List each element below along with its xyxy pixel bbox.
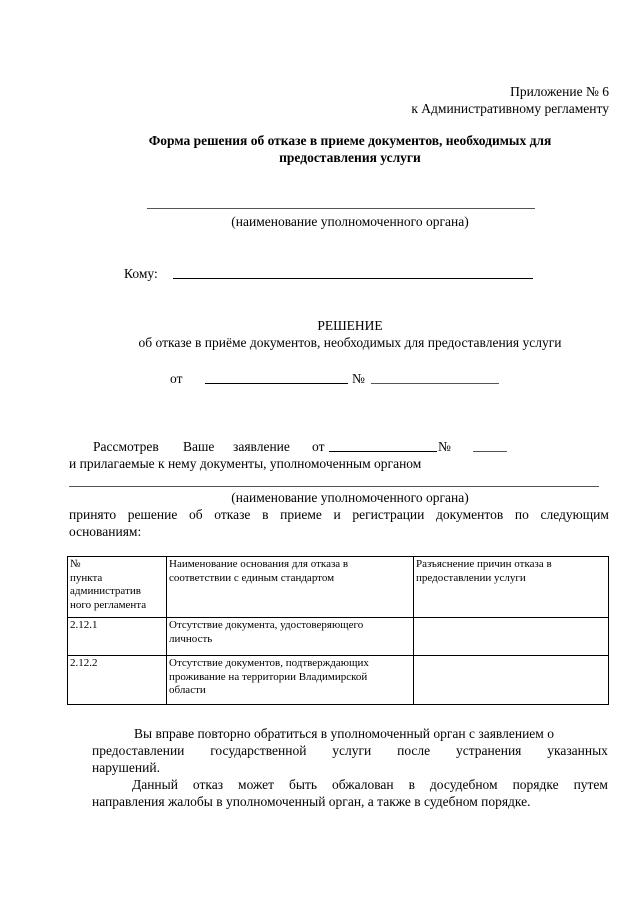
considered-word-3: заявление — [233, 439, 290, 454]
table-row — [68, 656, 609, 705]
recipient-field[interactable] — [173, 278, 533, 279]
decision-word: документов — [436, 507, 504, 522]
reason-line: Отсутствие документов, подтверждающих — [169, 657, 369, 669]
appendix-label: Приложение № 6 — [510, 84, 609, 99]
decision-word: решение — [127, 507, 178, 522]
footer-word: может — [238, 777, 275, 792]
row-reason — [167, 656, 414, 705]
footer-word: в — [408, 777, 415, 792]
decision-date-label: от — [170, 371, 183, 386]
decision-number-label: № — [352, 371, 365, 386]
header-line: ного регламента — [70, 598, 147, 611]
header-cell-ground — [167, 557, 414, 618]
decision-word: об — [189, 507, 203, 522]
authority-name-field-2[interactable] — [69, 486, 599, 487]
table-row — [68, 618, 609, 656]
footer-word: государственной — [210, 743, 307, 758]
footer-p1-line1: Вы вправе повторно обратиться в уполномоченный орган с заявлением о — [134, 726, 554, 741]
footer-word: указанных — [547, 743, 608, 758]
table-header-row — [68, 557, 609, 618]
header-line: административ — [70, 585, 141, 597]
row-code: 2.12.2 — [68, 656, 167, 705]
form-title-line2: предоставления услуги — [279, 150, 421, 165]
application-number-label: № — [438, 439, 451, 454]
header-line: соответствии с единым стандартом — [169, 571, 335, 584]
decision-word: и — [333, 507, 341, 522]
footer-word: отказ — [192, 777, 224, 792]
header-line: Наименование основания для отказа в — [169, 558, 349, 570]
footer-word: Данный — [132, 777, 178, 792]
footer-word: порядке — [512, 777, 559, 792]
footer-word: досудебном — [429, 777, 498, 792]
footer-p2-line1 — [132, 776, 608, 793]
footer-p1-line3: нарушений. — [92, 760, 160, 775]
row-explanation[interactable] — [414, 618, 609, 656]
regulation-label: к Административному регламенту — [411, 101, 609, 116]
footer-word: после — [397, 743, 431, 758]
footer-word: услуги — [332, 743, 372, 758]
footer-word: предоставлении — [92, 743, 185, 758]
decision-word: принято — [69, 507, 117, 522]
decision-title: РЕШЕНИЕ — [317, 318, 383, 333]
footer-p1-line2 — [92, 742, 608, 759]
row-reason — [167, 618, 414, 656]
decision-word: в — [262, 507, 269, 522]
authority-caption-2: (наименование уполномоченного органа) — [231, 490, 469, 505]
to-label: Кому: — [124, 266, 158, 281]
header-cell-clause — [68, 557, 167, 618]
considered-word-1: Рассмотрев — [93, 439, 159, 454]
footer-word: устранения — [455, 743, 522, 758]
footer-word: быть — [289, 777, 318, 792]
decision-subtitle: об отказе в приёме документов, необходимых для предоставления услуги — [138, 335, 562, 350]
decision-word: отказе — [214, 507, 251, 522]
decision-word: приеме — [280, 507, 322, 522]
considered-word-2: Ваше — [183, 439, 215, 454]
decision-text-line1 — [69, 506, 609, 523]
decision-word: по — [514, 507, 529, 522]
attached-documents-text: и прилагаемые к нему документы, уполномоченным органом — [69, 456, 422, 471]
authority-name-field[interactable] — [147, 208, 535, 209]
decision-word: следующим — [540, 507, 609, 522]
authority-caption: (наименование уполномоченного органа) — [231, 214, 469, 229]
considered-word-4: от — [312, 439, 325, 454]
decision-date-field[interactable] — [205, 383, 348, 384]
header-line: пункта — [70, 571, 103, 584]
footer-word: путем — [573, 777, 608, 792]
form-title-line1: Форма решения об отказе в приеме документов, необходимых для — [148, 133, 552, 148]
application-number-field[interactable] — [473, 451, 507, 452]
footer-p2-line2: направления жалобы в уполномоченный орган, а также в судебном порядке. — [92, 794, 531, 809]
reason-line: личность — [169, 632, 213, 645]
decision-word: регистрации — [352, 507, 425, 522]
reason-line: проживание на территории Владимирской — [169, 670, 368, 683]
header-line: Разъяснение причин отказа в — [416, 558, 552, 570]
reason-line: Отсутствие документа, удостоверяющего — [169, 619, 364, 631]
refusal-grounds-table — [67, 556, 609, 705]
decision-text-line2: основаниям: — [69, 524, 142, 539]
header-cell-explanation — [414, 557, 609, 618]
row-explanation[interactable] — [414, 656, 609, 705]
header-line: № — [70, 558, 81, 570]
application-date-field[interactable] — [329, 451, 437, 452]
footer-word: обжалован — [331, 777, 394, 792]
reason-line: области — [169, 684, 206, 696]
decision-number-field[interactable] — [371, 383, 499, 384]
header-line: предоставлении услуги — [416, 571, 526, 584]
row-code: 2.12.1 — [68, 618, 167, 656]
